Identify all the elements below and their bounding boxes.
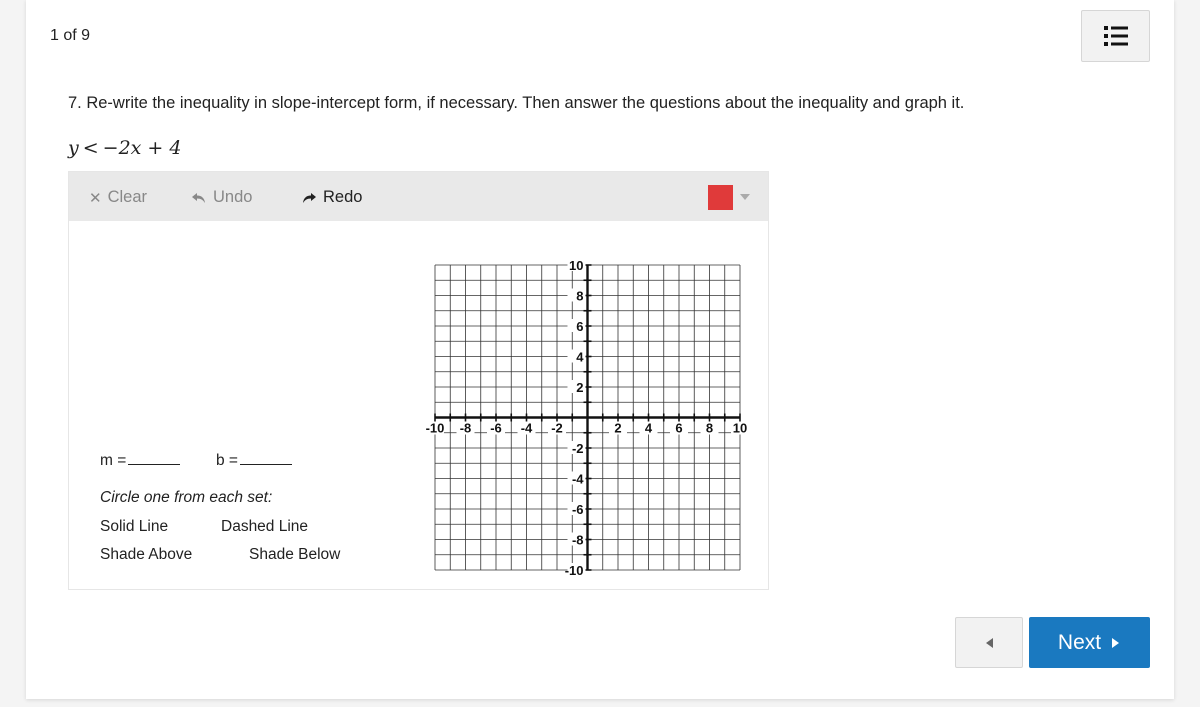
- x-tick-label: 2: [614, 420, 622, 436]
- equation-lhs: y: [68, 137, 79, 159]
- question-counter: 1 of 9: [50, 27, 91, 44]
- close-icon: ✕: [89, 189, 102, 207]
- undo-button[interactable]: [191, 188, 252, 207]
- redo-button[interactable]: [301, 188, 362, 207]
- undo-icon: [191, 192, 207, 204]
- drawing-toolbar: [69, 172, 768, 221]
- chevron-down-icon[interactable]: [740, 194, 750, 200]
- x-tick-label: -4: [520, 420, 533, 436]
- option-shade-above: Shade Above: [100, 546, 193, 563]
- m-blank: [128, 451, 180, 465]
- y-tick-label: 2: [576, 380, 584, 395]
- coordinate-grid[interactable]: [420, 257, 755, 582]
- x-tick-label: -8: [459, 420, 472, 436]
- b-label: b =: [216, 452, 238, 469]
- y-tick-label: 6: [576, 319, 584, 334]
- chevron-right-icon: [1111, 637, 1121, 649]
- pen-color-swatch[interactable]: [708, 185, 733, 210]
- equation-rhs: −2x + 4: [102, 137, 182, 159]
- x-tick-label: -2: [551, 420, 563, 436]
- x-tick-label: 10: [732, 420, 748, 436]
- next-button[interactable]: [1029, 617, 1150, 668]
- y-tick-label: -8: [571, 532, 584, 548]
- x-tick-label: 4: [644, 420, 653, 436]
- x-tick-label: 6: [675, 420, 683, 436]
- intercept-prompt: [216, 451, 292, 470]
- question-list-button[interactable]: [1081, 10, 1150, 62]
- redo-icon: [301, 192, 317, 204]
- circle-prompt: Circle one from each set:: [100, 489, 273, 506]
- y-tick-label: -10: [564, 563, 584, 578]
- undo-label: Undo: [213, 188, 253, 206]
- chevron-left-icon: [984, 637, 994, 649]
- inequality: [68, 137, 181, 159]
- option-shade-below: Shade Below: [249, 546, 341, 563]
- m-label: m =: [100, 452, 127, 469]
- clear-button[interactable]: [89, 188, 147, 207]
- option-solid-line: Solid Line: [100, 518, 169, 535]
- y-tick-label: -6: [571, 502, 584, 517]
- previous-button[interactable]: [955, 617, 1023, 668]
- question-text: 7. Re-write the inequality in slope-intercept form, if necessary. Then answer the questions about the inequality and graph it.: [68, 94, 965, 112]
- x-tick-label: -10: [425, 420, 445, 436]
- y-tick-label: -4: [571, 471, 584, 487]
- x-tick-label: 8: [705, 420, 714, 436]
- y-tick-label: 10: [569, 258, 584, 273]
- option-dashed-line: Dashed Line: [221, 518, 309, 535]
- y-tick-label: 4: [576, 349, 584, 365]
- x-tick-label: -6: [490, 420, 502, 436]
- y-tick-label: 8: [576, 288, 584, 304]
- equation-operator: <: [82, 137, 99, 159]
- slope-prompt: [100, 451, 180, 470]
- redo-label: Redo: [323, 188, 363, 206]
- y-tick-label: -2: [571, 441, 584, 456]
- b-blank: [240, 451, 292, 465]
- next-label: Next: [1057, 630, 1102, 654]
- list-icon: [1104, 25, 1128, 47]
- clear-label: Clear: [107, 188, 148, 206]
